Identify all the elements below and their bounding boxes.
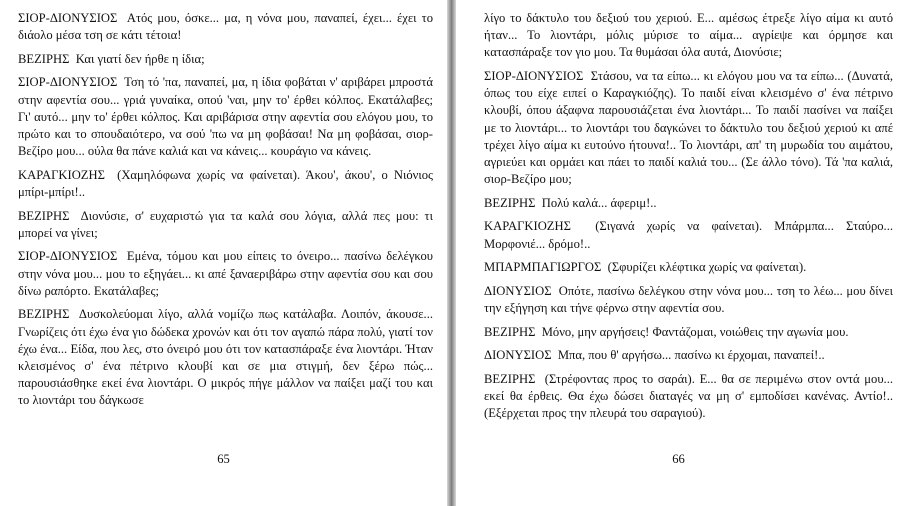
page-number: 66 (672, 452, 685, 466)
dialogue-text: Και γιατί δεν ήρθε η ίδια; (75, 51, 205, 66)
dialogue-text: Μόνο, μην αργήσεις! Φαντάζομαι, νοιώθεις την αγωνία μου. (541, 324, 849, 339)
dialogue-paragraph (18, 167, 433, 201)
dialogue-paragraph (18, 74, 433, 160)
speaker-name: ΒΕΖΙΡΗΣ (484, 195, 536, 210)
speaker-name: ΚΑΡΑΓΚΙΟΖΗΣ (484, 219, 571, 234)
dialogue-text: λίγο το δάκτυλο του δεξιού του χεριού. Ε... αμέσως έτρεξε λίγο αίμα κι αυτό ήταν... Το λιοντάρι, μόλις μύρισε το αίμα... αγρίεψε και όρμησε και κατασπάραξε τον γιο μου. Τα θυμάσαι όλα αυτά, Διονύσιε; (484, 11, 893, 60)
left-page-text (18, 10, 433, 410)
speaker-name: ΣΙΟΡ-ΔΙΟΝΥΣΙΟΣ (18, 11, 118, 25)
dialogue-paragraph (484, 68, 893, 188)
left-page (0, 0, 447, 506)
speaker-name: ΒΕΖΙΡΗΣ (18, 208, 70, 223)
dialogue-text: Μπα, που θ' αργήσω... πασίνω κι έρχομαι, παναπεί!.. (557, 348, 825, 363)
book-gutter (447, 0, 456, 506)
dialogue-text: Στάσου, να τα είπω... κι ελόγου μου να τα είπω... (Δυνατά, όπως του είχε ειπεί ο Καραγκιόζης). Το παιδί είναι κλεισμένο σ' ένα πέτρινο κλουβί, όπου άξαφνα παρουσιάζεται ένα λιοντάρι... Το παιδί πασίνει να παίξει με το λιοντάρι... το λιοντάρι του δαγκώνει το δάκτυλο του δεξιού χεριού κι απέ τρέχει λίγο αίμα κι ευτούνο ήτουνα!.. Το λιοντάρι, απ' τη μυρωδία του αιμάτου, αγριεύει και ορμάει και πάει το παιδί καλιά του... (Σε άλλο τόνο). Τά 'πα καλιά, σιορ-Βεζίρο μου; (484, 69, 894, 187)
dialogue-text: Δυσκολεύομαι λίγο, αλλά νομίζω πως κατάλαβα. Λοιπόν, άκουσε... Γνωρίζεις ότι έχω ένα γιο δώδεκα χρονών και ότι τον αγαπώ πάρα πολύ, γιατί τον έχω ένα... Είδα, που λες, στο όνειρό μου ότι τον κατασπάραξε ένα λιοντάρι. Ήταν κλεισμένος σ' ένα πέτρινο κλουβί και σε μια στιγμή, δεν ξέρω πώς... παρουσιάσθηκε εκεί ένα λιοντάρι. Ο μικρός πήγε μάλλον να παίξει μαζί του και το λιοντάρι του δάγκωσε (18, 307, 433, 408)
dialogue-paragraph (484, 10, 893, 62)
dialogue-text: Οπότε, πασίνω δελέγκου στην νόνα μου... τση το λέω... μου δίνει την εξήγηση και τήνε φέρνω στην αφεντία σου. (484, 283, 893, 315)
speaker-name: ΚΑΡΑΓΚΙΟΖΗΣ (18, 167, 105, 182)
speaker-name: ΔΙΟΝΥΣΙΟΣ (484, 348, 552, 363)
dialogue-paragraph (18, 51, 433, 68)
speaker-name: ΔΙΟΝΥΣΙΟΣ (484, 283, 552, 298)
dialogue-text: Τση τό 'πα, παναπεί, μα, η ίδια φοβάται ν' αριβάρει μπροστά στην αφεντία σου... γριά γυναίκα, οπού 'ναι, μην το' έρθει κόλπος. Εκατάλαβες; Γι' αυτό... μην το' έρθει κόλπος. Και αριβάρισα στην αφεντία σου ελόγου μου, το πρώτο και το σπουδαιότερο, να σού 'πω να μη φοβάσαι! Να μη φοβάσαι, σιορ-Βεζίρο μου... ούλα θα πάνε καλιά και να κάνεις... κουράγιο να κάνεις. (18, 75, 434, 159)
dialogue-text: Εμένα, τόμου και μου είπεις το όνειρο... πασίνω δελέγκου στην νόνα μου... μου το εξηγάει... κι απέ ξαναεριβάρω στην αφεντία σου και σου δίνω ραπόρτο. Εκατάλαβες; (18, 249, 434, 298)
dialogue-paragraph (18, 10, 433, 44)
dialogue-text: Ατός μου, όσκε... μα, η νόνα μου, παναπεί, έχει... έχει το διάολο μέσα τση σε κάτι τέτοια! (18, 11, 433, 43)
speaker-name: ΣΙΟΡ-ΔΙΟΝΥΣΙΟΣ (484, 69, 584, 83)
dialogue-paragraph (484, 195, 893, 212)
dialogue-paragraph (484, 347, 893, 364)
speaker-name: ΒΕΖΙΡΗΣ (484, 324, 536, 339)
dialogue-paragraph (18, 248, 433, 300)
speaker-name: ΜΠΑΡΜΠΑΓΙΩΡΓΟΣ (484, 260, 602, 275)
page-number: 65 (217, 452, 230, 466)
dialogue-paragraph (484, 371, 893, 423)
dialogue-paragraph (484, 324, 893, 341)
dialogue-text: (Στρέφοντας προς το σαράι). Ε... θα σε περιμένω στον οντά μου... εκεί θα έρθεις. Θα έχω δώσει διαταγές να μη σ' εμποδίσει κανένας. Αντίο!.. (Εξέρχεται προς την πλευρά του σαραγιού). (484, 371, 894, 421)
dialogue-paragraph (484, 218, 893, 252)
dialogue-text: Διονύσιε, σ' ευχαριστώ για τα καλά σου λόγια, αλλά πες μου: τι μπορεί να γίνει; (18, 208, 433, 240)
dialogue-text: Πολύ καλά... άφεριμ!.. (541, 195, 657, 210)
speaker-name: ΒΕΖΙΡΗΣ (18, 51, 70, 66)
dialogue-paragraph (484, 259, 893, 276)
dialogue-paragraph (484, 283, 893, 317)
right-page (456, 0, 901, 506)
speaker-name: ΒΕΖΙΡΗΣ (18, 307, 70, 322)
dialogue-paragraph (18, 208, 433, 242)
right-page-text (484, 10, 893, 422)
dialogue-paragraph (18, 306, 433, 409)
speaker-name: ΒΕΖΙΡΗΣ (484, 371, 536, 386)
dialogue-text: (Χαμηλόφωνα χωρίς να φαίνεται). Άκου', άκου', ο Νιόνιος μπίρι-μπίρι!.. (18, 167, 433, 199)
speaker-name: ΣΙΟΡ-ΔΙΟΝΥΣΙΟΣ (18, 75, 118, 90)
dialogue-text: (Σιγανά χωρίς να φαίνεται). Μπάρμπα... Σταύρο... Μορφονιέ... δρόμο!.. (484, 219, 893, 251)
speaker-name: ΣΙΟΡ-ΔΙΟΝΥΣΙΟΣ (18, 249, 118, 264)
dialogue-text: (Σφυρίζει κλέφτικα χωρίς να φαίνεται). (607, 260, 807, 275)
